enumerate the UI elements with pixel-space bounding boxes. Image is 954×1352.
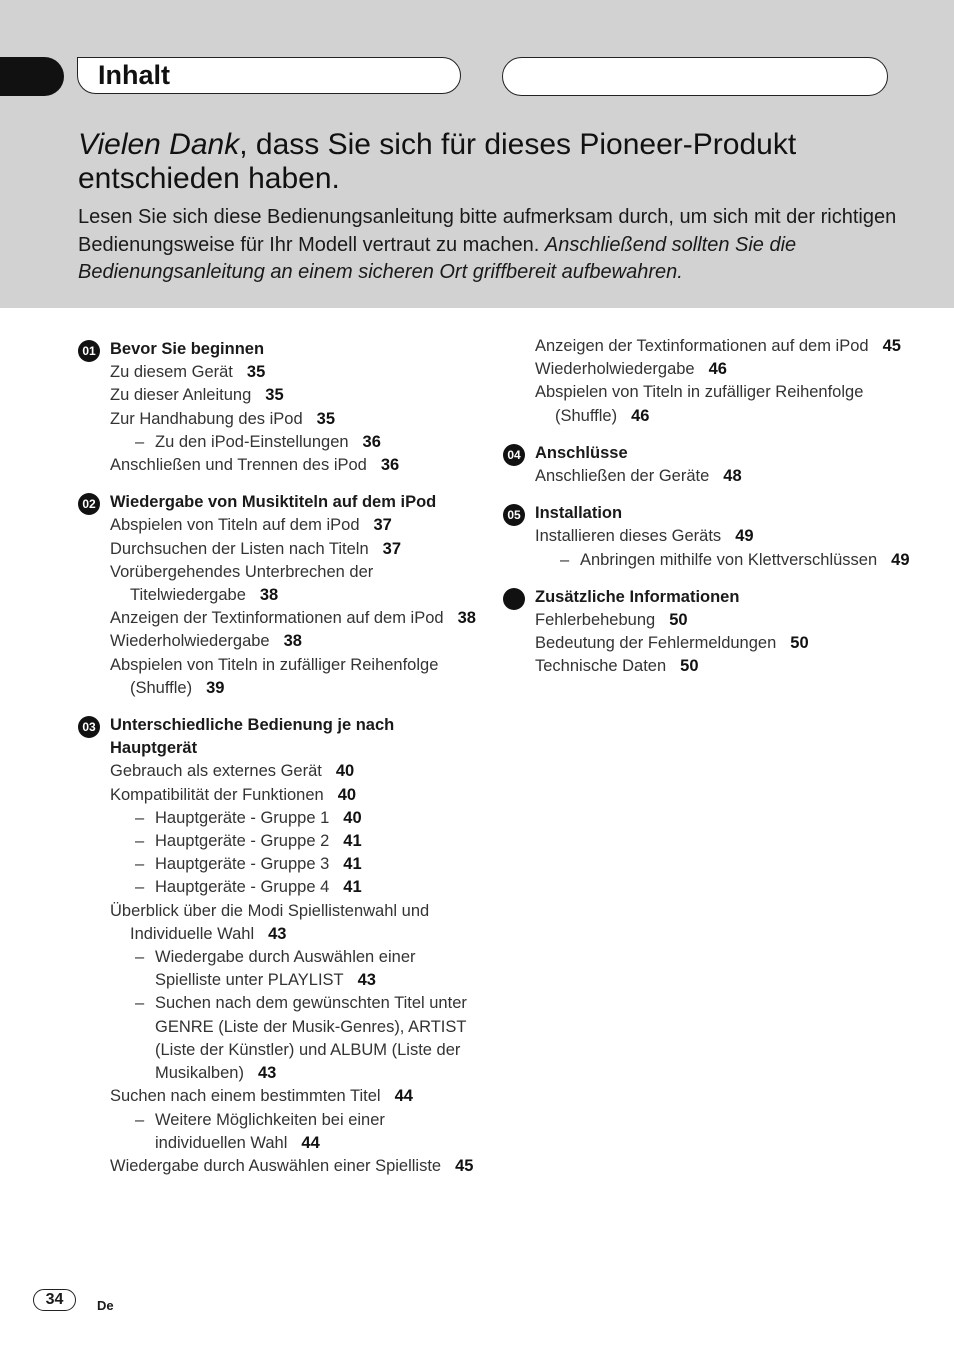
page-title: Inhalt	[98, 60, 170, 90]
toc-subentry[interactable]: – Weitere Möglichkeiten bei einer individuellen Wahl 44	[135, 1110, 385, 1152]
headline-rest: , dass Sie sich für dieses Pioneer-Produkt entschieden haben.	[78, 128, 797, 195]
section-number-badge: 03	[78, 716, 100, 738]
toc-subentry[interactable]: – Wiedergabe durch Auswählen einer Spielliste unter PLAYLIST 43	[135, 948, 416, 990]
toc-section-heading[interactable]: 03 Unterschiedliche Bedienung je nach Hauptgerät	[78, 714, 478, 760]
toc-right-column	[503, 338, 923, 693]
toc-section-heading[interactable]: 02 Wiedergabe von Musiktiteln auf dem iPod	[78, 491, 478, 514]
title-box	[77, 57, 461, 94]
toc-entry[interactable]: Zu diesem Gerät 35	[110, 363, 266, 382]
toc-section-03-continued	[503, 335, 923, 428]
toc-section-heading[interactable]: 01 Bevor Sie beginnen	[78, 338, 478, 361]
toc-subentry[interactable]: – Hauptgeräte - Gruppe 2 41	[135, 832, 362, 851]
toc-entry[interactable]: Fehlerbehebung 50	[535, 611, 688, 630]
toc-entry[interactable]: Wiederholwiedergabe 38	[110, 632, 302, 651]
toc-entry[interactable]: Wiederholwiedergabe 46	[535, 360, 727, 379]
intro-normal: Lesen Sie sich diese Bedienungsanleitung bitte aufmerksam durch, um sich mit der richtigen Bedienungsweise für Ihr Modell vertraut zu machen.	[78, 206, 897, 256]
toc-entry[interactable]: Zur Handhabung des iPod 35	[110, 409, 335, 428]
section-number-badge: 02	[78, 493, 100, 515]
headline	[78, 128, 898, 196]
toc-left-column	[78, 338, 478, 1192]
intro-italic: Anschließend sollten Sie die Bedienungsanleitung an einem sicheren Ort griffbereit aufbewahren.	[78, 233, 797, 283]
toc-entry[interactable]: Anschließen und Trennen des iPod 36	[110, 456, 400, 475]
toc-entry[interactable]: Installieren dieses Geräts 49	[535, 527, 754, 546]
toc-entry[interactable]: Zu dieser Anleitung 35	[110, 386, 284, 405]
toc-section-additional	[503, 586, 923, 679]
toc-section-04	[503, 442, 923, 488]
section-number-badge: 04	[503, 444, 525, 466]
toc-entry[interactable]: Wiedergabe durch Auswählen einer Spielliste 45	[110, 1156, 474, 1175]
toc-entry[interactable]: Vorübergehendes Unterbrechen der Titelwiedergabe 38	[110, 562, 374, 605]
toc-entry[interactable]: Durchsuchen der Listen nach Titeln 37	[110, 539, 402, 558]
headline-italic: Vielen Dank	[78, 128, 240, 161]
toc-subentry[interactable]: – Anbringen mithilfe von Klettverschlüssen 49	[560, 550, 910, 569]
toc-entry[interactable]: Suchen nach einem bestimmten Titel 44	[110, 1087, 413, 1106]
toc-subentry[interactable]: – Hauptgeräte - Gruppe 1 40	[135, 808, 362, 827]
toc-section-02	[78, 491, 478, 700]
toc-entry[interactable]: Technische Daten 50	[535, 657, 699, 676]
toc-entry[interactable]: Abspielen von Titeln in zufälliger Reihenfolge (Shuffle) 46	[535, 383, 864, 425]
toc-subentry[interactable]: – Hauptgeräte - Gruppe 4 41	[135, 878, 362, 897]
toc-entry[interactable]: Anschließen der Geräte 48	[535, 467, 742, 486]
section-number-badge: 05	[503, 504, 525, 526]
section-dot-badge	[503, 588, 525, 610]
toc-entry[interactable]: Kompatibilität der Funktionen 40	[110, 785, 357, 804]
toc-section-05	[503, 502, 923, 572]
toc-section-heading[interactable]: Zusätzliche Informationen	[503, 586, 923, 609]
toc-section-03	[78, 714, 478, 1178]
toc-entry[interactable]: Abspielen von Titeln in zufälliger Reihenfolge (Shuffle) 39	[110, 655, 439, 697]
toc-subentry[interactable]: – Suchen nach dem gewünschten Titel unter GENRE (Liste der Musik-Genres), ARTIST (Liste der Künstler) und ALBUM (Liste der Musikalben) 43	[135, 994, 467, 1083]
toc-entry[interactable]: Gebrauch als externes Gerät 40	[110, 762, 355, 781]
language-code: De	[97, 1298, 114, 1313]
toc-section-heading[interactable]: 04 Anschlüsse	[503, 442, 923, 465]
toc-entry[interactable]: Überblick über die Modi Spiellistenwahl und Individuelle Wahl 43	[110, 901, 430, 943]
toc-subentry[interactable]: – Hauptgeräte - Gruppe 3 41	[135, 855, 362, 874]
toc-entry[interactable]: Anzeigen der Textinformationen auf dem iPod 38	[110, 609, 476, 628]
toc-subentry[interactable]: – Zu den iPod-Einstellungen 36	[135, 432, 381, 451]
header-empty-box	[502, 57, 888, 96]
toc-entry[interactable]: Abspielen von Titeln auf dem iPod 37	[110, 516, 392, 535]
intro-paragraph	[78, 204, 918, 287]
section-tab-marker	[0, 57, 64, 96]
section-number-badge: 01	[78, 340, 100, 362]
page-number: 34	[33, 1289, 76, 1311]
toc-section-01	[78, 338, 478, 477]
toc-section-heading[interactable]: 05 Installation	[503, 502, 923, 525]
toc-entry[interactable]: Anzeigen der Textinformationen auf dem iPod 45	[535, 337, 901, 355]
toc-entry[interactable]: Bedeutung der Fehlermeldungen 50	[535, 634, 809, 653]
